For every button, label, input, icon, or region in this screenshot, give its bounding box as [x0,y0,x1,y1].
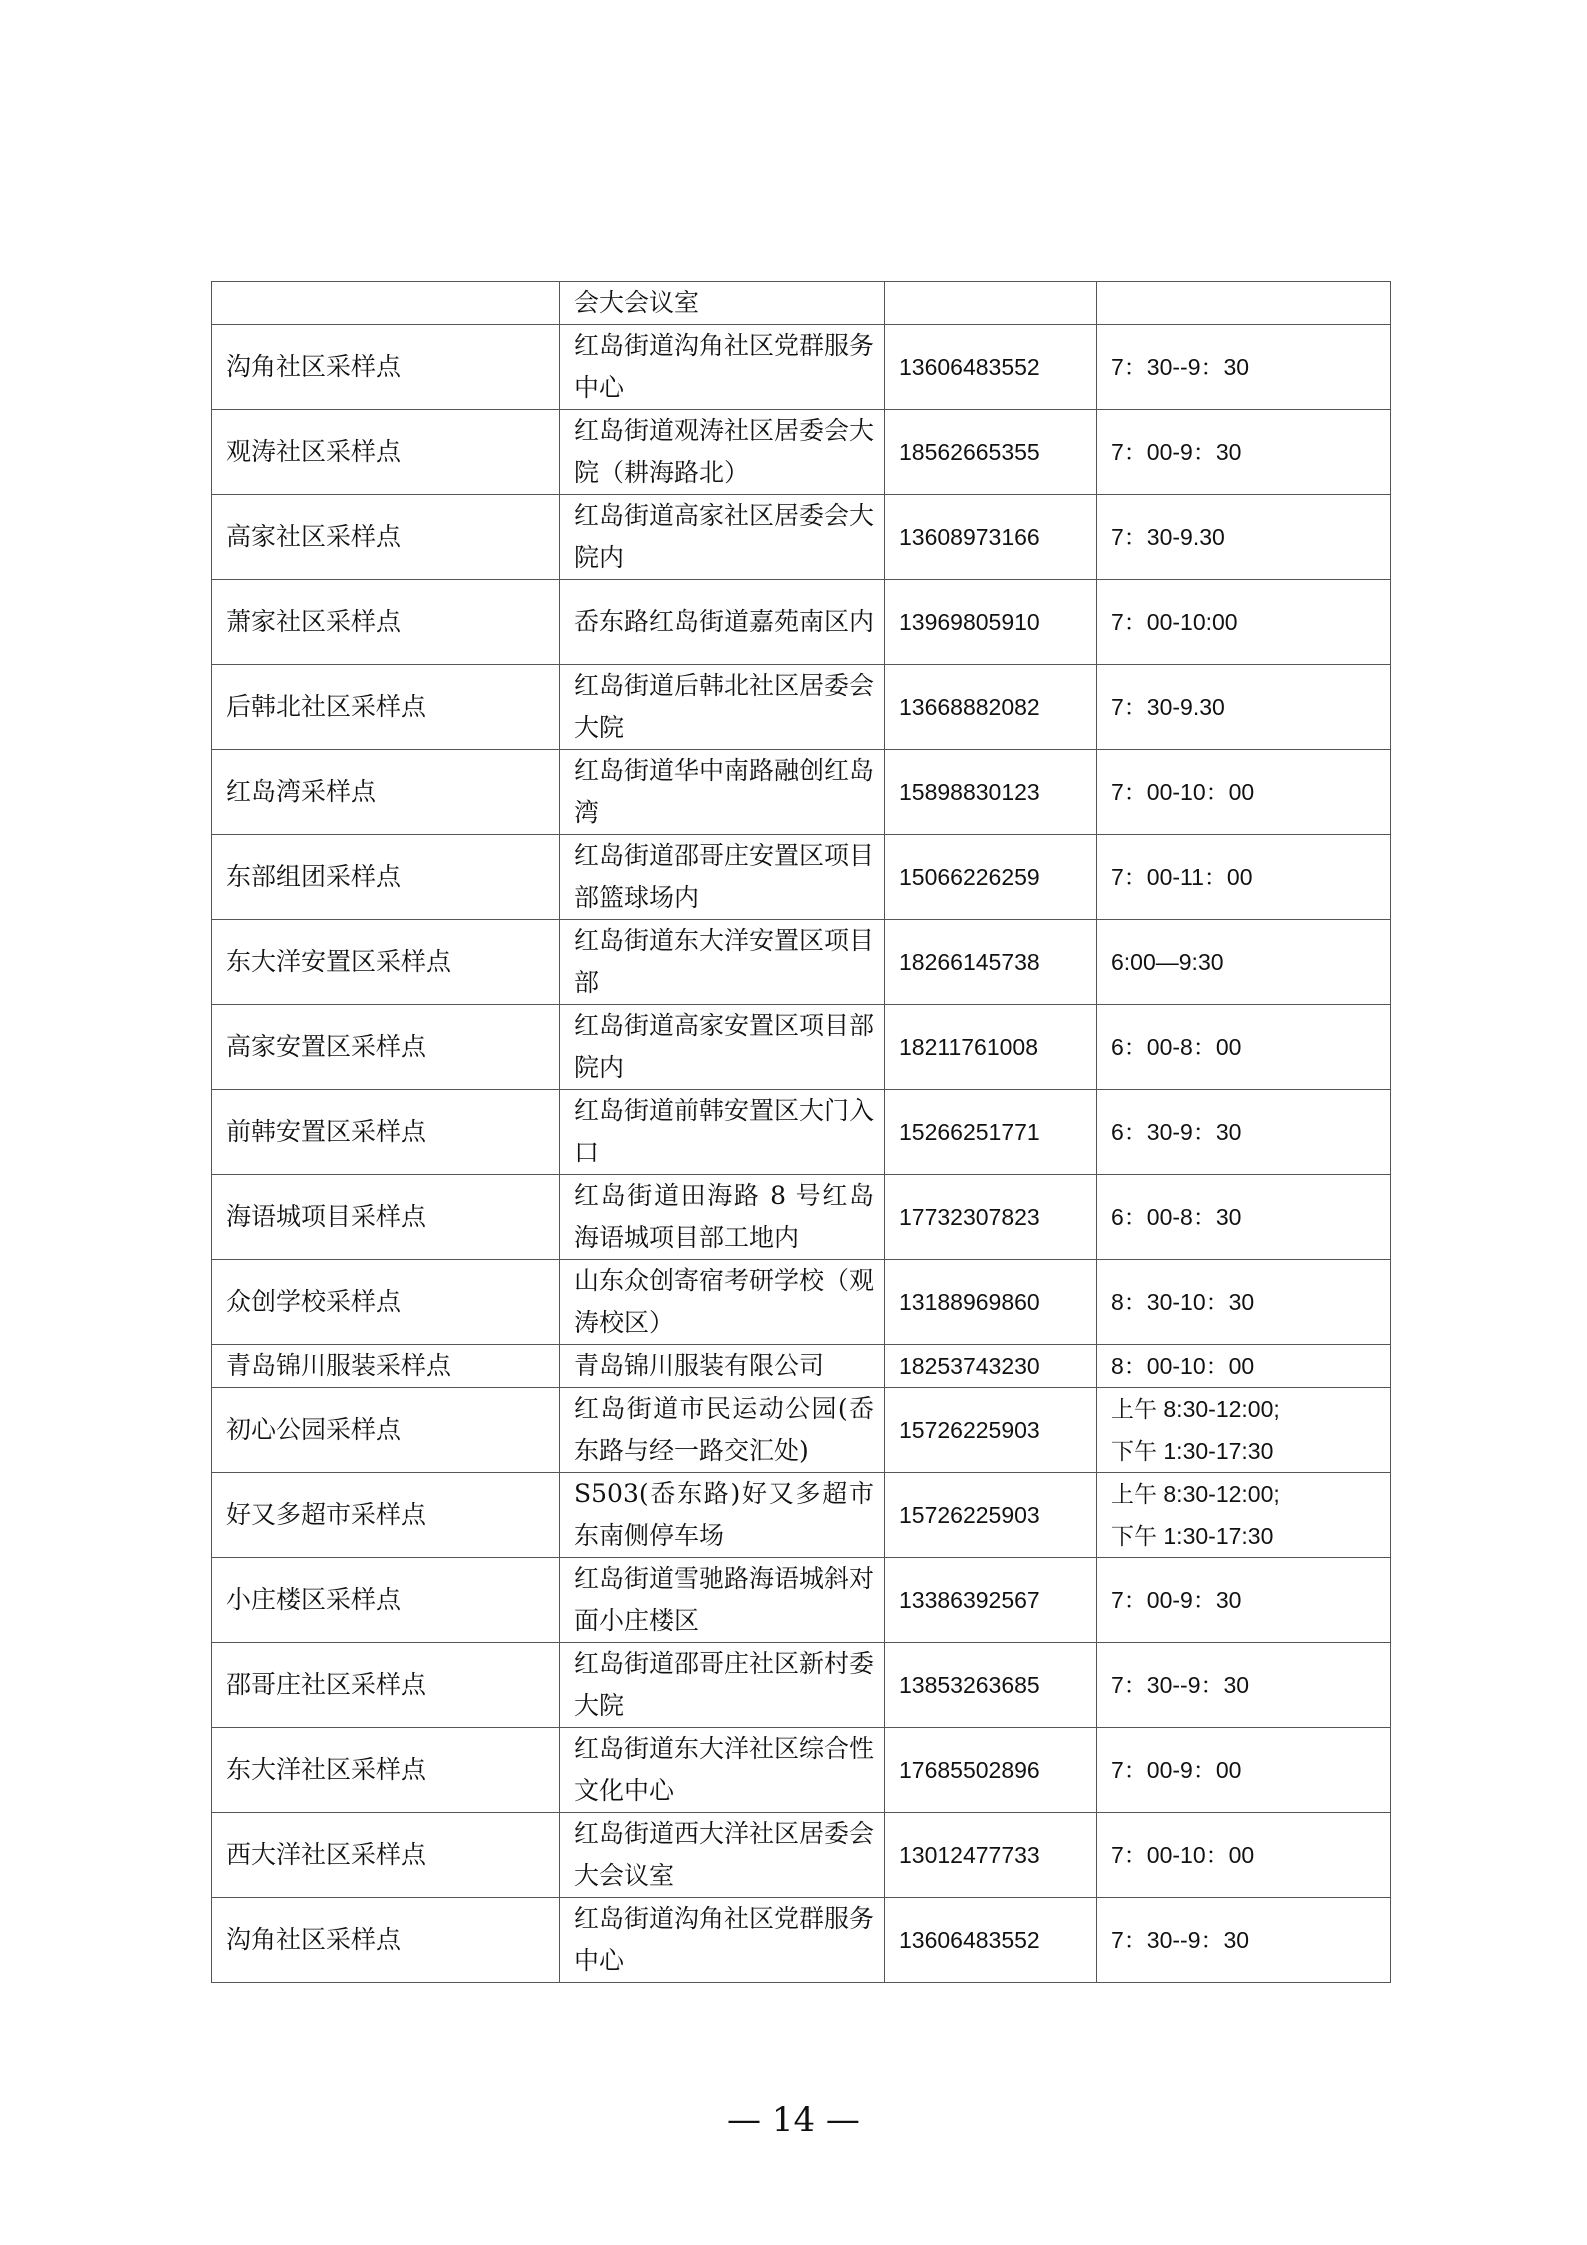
table-row [212,495,1391,580]
site-name-cell: 东大洋安置区采样点 [212,920,560,1005]
table-row [212,1388,1391,1473]
site-address-cell: 山东众创寄宿考研学校（观涛校区） [560,1260,885,1345]
site-name-cell: 高家社区采样点 [212,495,560,580]
site-address-cell: 岙东路红岛街道嘉苑南区内 [560,580,885,665]
time-line: 7：30--9：30 [1111,1672,1250,1698]
site-phone-cell: 15726225903 [885,1473,1097,1558]
time-line: 7：30--9：30 [1111,354,1250,380]
site-time-cell [1097,580,1391,665]
time-line: 7：00-11：00 [1111,864,1253,890]
time-line: 7：00-9：30 [1111,439,1242,465]
site-address-cell: 红岛街道观涛社区居委会大院（耕海路北） [560,410,885,495]
site-name-cell: 西大洋社区采样点 [212,1813,560,1898]
site-address-cell: 红岛街道东大洋安置区项目部 [560,920,885,1005]
table-row [212,1558,1391,1643]
site-time-cell [1097,750,1391,835]
table-row [212,1260,1391,1345]
site-address-cell: 红岛街道华中南路融创红岛湾 [560,750,885,835]
time-line: 6:00—9:30 [1111,949,1224,975]
site-time-cell [1097,282,1391,325]
site-address-cell: 红岛街道邵哥庄社区新村委大院 [560,1643,885,1728]
site-name-cell: 初心公园采样点 [212,1388,560,1473]
table-row [212,325,1391,410]
site-address-cell: 红岛街道沟角社区党群服务中心 [560,325,885,410]
site-name-cell: 后韩北社区采样点 [212,665,560,750]
site-time-cell [1097,835,1391,920]
sampling-sites-table [211,281,1391,1983]
time-line: 下午 1:30-17:30 [1111,1523,1274,1549]
site-time-cell [1097,665,1391,750]
table-row [212,835,1391,920]
site-phone-cell: 13386392567 [885,1558,1097,1643]
time-line: 7：30-9.30 [1111,524,1225,550]
site-address-cell: 青岛锦川服装有限公司 [560,1345,885,1388]
site-phone-cell: 15898830123 [885,750,1097,835]
table-row [212,1728,1391,1813]
site-name-cell: 沟角社区采样点 [212,1898,560,1983]
site-name-cell: 海语城项目采样点 [212,1175,560,1260]
time-line: 6：00-8：00 [1111,1034,1242,1060]
site-phone-cell: 13668882082 [885,665,1097,750]
table-row [212,410,1391,495]
time-line: 7：30--9：30 [1111,1927,1250,1953]
site-phone-cell: 18211761008 [885,1005,1097,1090]
site-address-cell: 红岛街道沟角社区党群服务中心 [560,1898,885,1983]
table-row [212,282,1391,325]
site-time-cell [1097,1728,1391,1813]
site-phone-cell: 18266145738 [885,920,1097,1005]
time-line: 7：00-10：00 [1111,779,1255,805]
time-line: 7：00-9：00 [1111,1757,1242,1783]
site-time-cell [1097,1643,1391,1728]
site-name-cell: 青岛锦川服装采样点 [212,1345,560,1388]
site-time-cell [1097,920,1391,1005]
site-phone-cell: 13188969860 [885,1260,1097,1345]
time-line: 下午 1:30-17:30 [1111,1438,1274,1464]
site-time-cell [1097,1345,1391,1388]
time-line: 6：00-8：30 [1111,1204,1242,1230]
site-address-cell: 红岛街道前韩安置区大门入口 [560,1090,885,1175]
site-phone-cell: 13606483552 [885,325,1097,410]
table-row [212,1813,1391,1898]
site-time-cell [1097,325,1391,410]
site-name-cell: 众创学校采样点 [212,1260,560,1345]
site-address-cell: 会大会议室 [560,282,885,325]
site-name-cell: 小庄楼区采样点 [212,1558,560,1643]
table-row [212,750,1391,835]
time-line: 7：00-9：30 [1111,1587,1242,1613]
site-time-cell [1097,1813,1391,1898]
site-time-cell [1097,1558,1391,1643]
table-row [212,580,1391,665]
site-address-cell: 红岛街道市民运动公园(岙东路与经一路交汇处) [560,1388,885,1473]
time-line: 8：30-10：30 [1111,1289,1255,1315]
site-name-cell: 萧家社区采样点 [212,580,560,665]
site-phone-cell: 18562665355 [885,410,1097,495]
time-line: 7：30-9.30 [1111,694,1225,720]
site-phone-cell: 17685502896 [885,1728,1097,1813]
site-address-cell: 红岛街道东大洋社区综合性文化中心 [560,1728,885,1813]
site-phone-cell: 15726225903 [885,1388,1097,1473]
site-time-cell [1097,495,1391,580]
site-name-cell: 邵哥庄社区采样点 [212,1643,560,1728]
site-name-cell [212,282,560,325]
time-line: 8：00-10：00 [1111,1353,1255,1379]
page-number: — 14 — [727,2100,860,2140]
site-phone-cell: 18253743230 [885,1345,1097,1388]
site-phone-cell: 13853263685 [885,1643,1097,1728]
site-phone-cell: 13969805910 [885,580,1097,665]
time-line: 上午 8:30-12:00; [1111,1396,1280,1422]
site-time-cell [1097,1175,1391,1260]
site-address-cell: 红岛街道高家社区居委会大院内 [560,495,885,580]
site-phone-cell: 13606483552 [885,1898,1097,1983]
table-body [212,282,1391,1983]
site-time-cell [1097,1005,1391,1090]
site-name-cell: 前韩安置区采样点 [212,1090,560,1175]
table-row [212,1175,1391,1260]
site-time-cell [1097,410,1391,495]
site-time-cell [1097,1260,1391,1345]
site-name-cell: 好又多超市采样点 [212,1473,560,1558]
site-name-cell: 观涛社区采样点 [212,410,560,495]
site-phone-cell: 15266251771 [885,1090,1097,1175]
site-name-cell: 高家安置区采样点 [212,1005,560,1090]
site-time-cell [1097,1473,1391,1558]
time-line: 6：30-9：30 [1111,1119,1242,1145]
site-address-cell: 红岛街道雪驰路海语城斜对面小庄楼区 [560,1558,885,1643]
site-name-cell: 东大洋社区采样点 [212,1728,560,1813]
site-address-cell: 红岛街道西大洋社区居委会大会议室 [560,1813,885,1898]
table-row [212,1005,1391,1090]
site-address-cell: 红岛街道后韩北社区居委会大院 [560,665,885,750]
table-row [212,665,1391,750]
site-time-cell [1097,1388,1391,1473]
table-row [212,1473,1391,1558]
site-phone-cell: 13608973166 [885,495,1097,580]
time-line: 上午 8:30-12:00; [1111,1481,1280,1507]
site-phone-cell: 17732307823 [885,1175,1097,1260]
site-name-cell: 沟角社区采样点 [212,325,560,410]
table-row [212,1345,1391,1388]
table-row [212,1643,1391,1728]
time-line: 7：00-10：00 [1111,1842,1255,1868]
site-name-cell: 红岛湾采样点 [212,750,560,835]
site-address-cell: S503(岙东路)好又多超市东南侧停车场 [560,1473,885,1558]
table-row [212,920,1391,1005]
site-phone-cell: 15066226259 [885,835,1097,920]
table-row [212,1090,1391,1175]
table-row [212,1898,1391,1983]
time-line: 7：00-10:00 [1111,609,1238,635]
site-time-cell [1097,1898,1391,1983]
site-address-cell: 红岛街道高家安置区项目部院内 [560,1005,885,1090]
site-phone-cell: 13012477733 [885,1813,1097,1898]
site-phone-cell [885,282,1097,325]
site-address-cell: 红岛街道田海路 8 号红岛海语城项目部工地内 [560,1175,885,1260]
site-address-cell: 红岛街道邵哥庄安置区项目部篮球场内 [560,835,885,920]
site-time-cell [1097,1090,1391,1175]
site-name-cell: 东部组团采样点 [212,835,560,920]
